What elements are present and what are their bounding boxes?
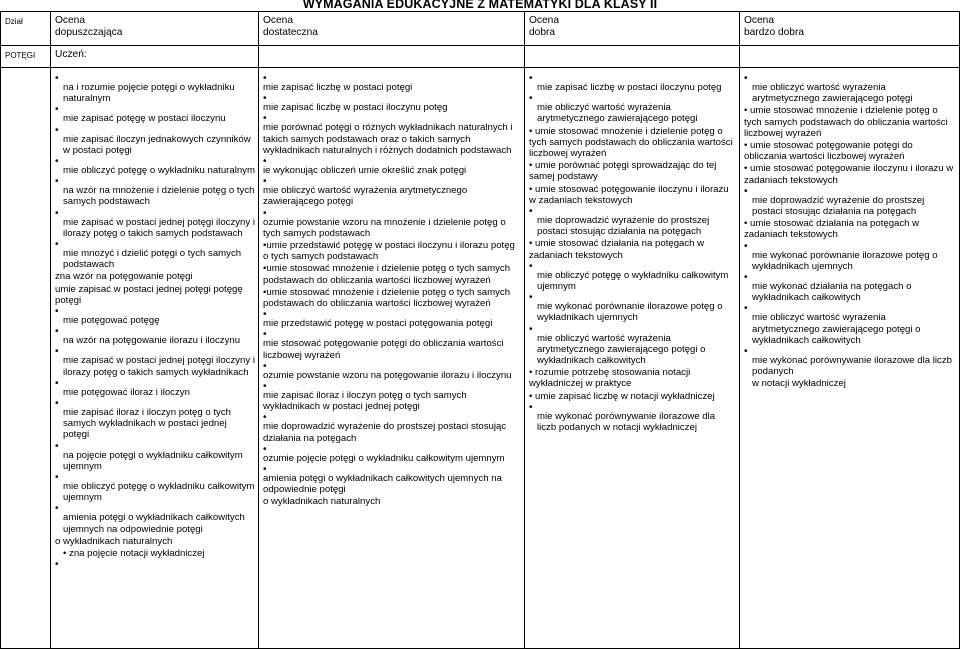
list-item-text: umie porównać potęgi sprowadzając do tej samej podstawy <box>529 160 717 183</box>
bullet-icon: • <box>263 381 267 393</box>
list-item <box>744 163 956 185</box>
list-item: mie wykonać porównywanie ilorazowe dla liczb podanych w notacji wykładniczej <box>537 410 716 434</box>
list-item: mie zapisać liczbę w postaci potęgi <box>263 82 413 93</box>
empty-cell <box>740 46 960 68</box>
list-item: ie wykonując obliczeń umie określić znak potęgi <box>263 165 467 177</box>
empty-cell <box>525 46 740 68</box>
list-item: mie zapisać liczbę w postaci iloczynu potęg <box>537 82 722 93</box>
bullet-icon: • <box>529 367 536 379</box>
list-item-text: umie stosować mnożenie i dzielenie potęg o tych samych podstawach do obliczania wartości liczbowej wyrażeń <box>529 125 733 160</box>
bullet-icon: • <box>263 93 267 105</box>
col-bardzo-dobra <box>740 68 960 649</box>
bullet-icon: • <box>55 104 59 116</box>
list-item: mie zapisać iloraz i iloczyn potęg o tych samych wykładnikach w postaci jednej potęgi <box>263 390 467 413</box>
bullet-icon: • <box>529 292 533 304</box>
header-row <box>1 12 960 46</box>
bullet-icon: • <box>55 346 59 358</box>
list-item-text: umie stosować mnożenie i dzielenie potęg o tych samych podstawach do obliczania wartości liczbowej wyrażeń <box>744 105 948 139</box>
list-item: mie obliczyć wartość wyrażenia arytmetycznego zawierającego potęgi o wykładnikach całkowitych <box>752 312 921 346</box>
list-item: mie porównać potęgi o różnych wykładnikach naturalnych i takich samych podstawach oraz o takich samych wykładnikach naturalnych i różnych dodatnich podstawach <box>263 122 513 156</box>
bullet-icon: • <box>63 548 70 560</box>
bullet-icon: • <box>529 125 536 137</box>
uczen-label: Uczeń: <box>51 46 259 68</box>
list-item: na wzór na mnożenie i dzielenie potęg o tych samych podstawach <box>63 185 255 208</box>
bullet-icon: • <box>529 323 533 335</box>
list-item: mie obliczyć potęgę o wykładniku całkowitym ujemnym <box>63 481 255 504</box>
bullet-icon: • <box>263 412 267 424</box>
list-item-text: umie stosować potęgowanie iloczynu i ilorazu w zadaniach tekstowych <box>529 183 729 206</box>
list-item <box>744 140 956 162</box>
list-item: mie obliczyć wartość wyrażenia arytmetycznego zawierającego potęgi <box>537 102 698 125</box>
header-bardzo-dobra <box>740 12 960 46</box>
list-item: mie zapisać iloraz i iloczyn potęg o tych samych wykładnikach w postaci jednej potęgi <box>63 407 231 441</box>
bullet-icon: • <box>55 398 59 410</box>
list-item: mie doprowadzić wyrażenie do prostszej postaci stosując działania na potęgach <box>263 421 507 444</box>
list-item <box>263 287 521 309</box>
bullet-icon: • <box>263 309 267 321</box>
bullet-icon: • <box>744 346 748 358</box>
list-item-text: umie zapisać liczbę w notacji wykładniczej <box>535 390 715 402</box>
bullet-icon: • <box>744 272 748 284</box>
bullet-icon: • <box>55 239 59 251</box>
bullet-icon: • <box>55 377 59 389</box>
list-item: ozumie powstanie wzoru na mnożenie i dzielenie potęg o tych samych podstawach <box>263 216 506 239</box>
list-item <box>263 240 521 262</box>
list-item-text: umie przedstawić potęgę w postaci iloczynu i ilorazu potęg o tych samych podstawach <box>263 240 515 263</box>
list-item-text: rozumie potrzebę stosowania notacji wykładniczej w praktyce <box>529 367 691 390</box>
list-item: mie obliczyć wartość wyrażenia arytmetycznego zawierającego potęgi <box>752 82 913 105</box>
list-item: amienia potęgi o wykładnikach całkowitych ujemnych na odpowiednie potęgi <box>263 473 502 496</box>
list-item <box>55 548 255 559</box>
bullet-icon: • <box>55 156 59 168</box>
list-item <box>529 367 736 389</box>
list-item-text: umie stosować mnożenie i dzielenie potęg o tych samych podstawach do obliczania wartości liczbowej wyrażeń <box>263 286 511 310</box>
section-row <box>1 46 960 68</box>
bullet-icon: • <box>263 443 267 455</box>
list-item <box>529 391 736 402</box>
document-title: WYMAGANIA EDUKACYJNE Z MATEMATYKI DLA KLASY II <box>302 0 658 11</box>
list-item: mie wykonać porównanie ilorazowe potęg o wykładnikach ujemnych <box>537 301 723 324</box>
bullet-icon: • <box>55 73 59 84</box>
bullet-icon: • <box>55 124 59 136</box>
list-item: ozumie powstanie wzoru na potęgowanie ilorazu i iloczynu <box>263 369 512 381</box>
list-item: amienia potęgi o wykładnikach całkowitych ujemnych na odpowiednie potęgi <box>63 512 245 535</box>
list-item: mie mnożyć i dzielić potęgi o tych samych podstawach <box>63 248 242 271</box>
bullet-icon: • <box>263 176 267 188</box>
bullet-icon: • <box>263 240 267 252</box>
bullet-icon: • <box>263 156 267 168</box>
bullet-icon: • <box>529 238 536 250</box>
bullet-icon: • <box>744 185 748 197</box>
list-item: mie obliczyć wartość wyrażenia arytmetycznego zawierającego potęgi o wykładnikach całkowitych <box>537 332 706 367</box>
content-row <box>1 68 960 649</box>
bullet-icon: • <box>263 360 267 372</box>
list-item: mie potęgować iloraz i iloczyn <box>63 386 190 398</box>
list-item-text: zna pojęcie notacji wykładniczej <box>69 548 205 560</box>
list-item: o wykładnikach naturalnych <box>55 535 173 547</box>
list-item: mie potęgować potęgę <box>63 315 160 327</box>
header-dopuszczajaca-text: Ocena dopuszczająca <box>55 15 123 38</box>
bullet-icon: • <box>55 440 59 452</box>
list-item: mie wykonać porównywanie ilorazowe dla liczb podanych <box>752 355 952 378</box>
col-dopuszczajaca <box>51 68 259 649</box>
header-dobra-text: Ocena dobra <box>529 15 560 38</box>
list-item: mie obliczyć potęgę o wykładniku całkowitym ujemnym <box>537 269 729 293</box>
header-dostateczna-text: Ocena dostateczna <box>263 15 318 38</box>
bullet-icon: • <box>263 263 267 275</box>
list-item-text: umie stosować działania na potęgach w zadaniach tekstowych <box>529 238 705 261</box>
bullet-icon: • <box>263 207 267 219</box>
list-item: mie zapisać w postaci jednej potęgi iloczyny i ilorazy potęg o takich samych wykładnikach <box>63 355 255 378</box>
list-item <box>529 126 736 160</box>
bullet-icon: • <box>263 464 267 476</box>
list-item: mie doprowadzić wyrażenie do prostszej postaci stosując działania na potęgach <box>752 194 925 218</box>
bullet-icon: • <box>744 240 748 252</box>
bullet-icon: • <box>529 401 533 413</box>
list-item: mie doprowadzić wyrażenie do prostszej postaci stosując działania na potęgach <box>537 215 710 238</box>
header-bardzo-dobra-text: Ocena bardzo dobra <box>744 15 805 38</box>
col-dobra <box>525 68 740 649</box>
list-item: na wzór na potęgowanie ilorazu i iloczynu <box>63 335 241 347</box>
bullet-icon: • <box>55 326 59 338</box>
bullet-icon: • <box>744 140 751 152</box>
bullet-icon: • <box>55 472 59 484</box>
requirements-table <box>0 11 960 649</box>
list-item: zna wzór na potęgowanie potęgi <box>55 271 193 283</box>
list-item-text: umie stosować potęgowanie potęgi do obliczania wartości liczbowej wyrażeń <box>744 140 913 163</box>
list-item <box>263 263 521 285</box>
bullet-icon: • <box>744 163 751 175</box>
bullet-icon: • <box>529 93 533 105</box>
bullet-icon: • <box>529 160 536 172</box>
bullet-icon: • <box>55 176 59 188</box>
bullet-icon: • <box>529 206 533 218</box>
bullet-icon: • <box>529 260 533 272</box>
bullet-icon: • <box>263 329 267 341</box>
list-item: mie zapisać w postaci jednej potęgi iloczyny i ilorazy potęg o takich samych podstawach <box>63 216 255 239</box>
list-item: na i rozumie pojęcie potęgi o wykładniku naturalnym <box>63 82 235 105</box>
list-item-text: umie stosować potęgowanie iloczynu i ilorazu w zadaniach tekstowych <box>744 163 954 186</box>
list-item: mie obliczyć potęgę o wykładniku naturalnym <box>63 165 255 177</box>
list-item <box>744 105 956 139</box>
list-item: na pojęcie potęgi o wykładniku całkowitym ujemnym <box>63 449 243 472</box>
bullet-icon: • <box>744 218 751 230</box>
header-dopuszczajaca <box>51 12 259 46</box>
bullet-icon: • <box>744 73 748 84</box>
bullet-icon: • <box>55 306 59 318</box>
col-dostateczna <box>259 68 525 649</box>
bullet-icon: • <box>263 286 267 298</box>
list-item: mie wykonać porównanie ilorazowe potęg o wykładnikach ujemnych <box>752 249 938 272</box>
list-item: w notacji wykładniczej <box>752 378 846 390</box>
bullet-icon: • <box>529 73 533 84</box>
list-item: mie obliczyć wartość wyrażenia arytmetycznego zawierającego potęgi <box>263 185 468 208</box>
bullet-icon: • <box>263 113 267 125</box>
list-item-text: umie stosować działania na potęgach w zadaniach tekstowych <box>744 218 920 241</box>
bullet-icon: • <box>744 105 751 117</box>
header-dostateczna <box>259 12 525 46</box>
list-item: ozumie pojęcie potęgi o wykładniku całkowitym ujemnym <box>263 452 505 464</box>
bullet-icon: • <box>55 503 59 515</box>
bullet-icon: • <box>744 303 748 315</box>
list-item: mie zapisać liczbę w postaci iloczynu potęg <box>263 102 448 114</box>
list-item: mie stosować potęgowanie potęgi do obliczania wartości liczbowej wyrażeń <box>263 338 504 361</box>
bullet-icon: • <box>263 73 267 84</box>
bullet-icon: • <box>529 183 536 195</box>
section-name: POTĘGI <box>1 46 51 68</box>
list-item-text: umie stosować mnożenie i dzielenie potęg o tych samych podstawach do obliczania wartości liczbowej wyrażeń <box>263 263 511 286</box>
bullet-icon: • <box>55 559 59 571</box>
list-item: o wykładnikach naturalnych <box>263 496 381 508</box>
list-item <box>529 184 736 206</box>
list-item: mie przedstawić potęgę w postaci potęgowania potęgi <box>263 318 493 330</box>
list-item: mie zapisać iloczyn jednakowych czynników w postaci potęgi <box>63 133 251 156</box>
header-dobra <box>525 12 740 46</box>
empty-cell <box>259 46 525 68</box>
list-item <box>744 218 956 240</box>
list-item <box>529 238 736 260</box>
empty-cell <box>1 68 51 649</box>
list-item: mie wykonać działania na potęgach o wykładnikach całkowitych <box>752 281 912 304</box>
header-dzial: Dział <box>1 12 51 46</box>
list-item <box>529 160 736 182</box>
list-item: mie zapisać potęgę w postaci iloczynu <box>63 113 226 125</box>
bullet-icon: • <box>55 207 59 219</box>
bullet-icon: • <box>529 390 536 402</box>
list-item: umie zapisać w postaci jednej potęgi potęgę potęgi <box>55 283 243 306</box>
